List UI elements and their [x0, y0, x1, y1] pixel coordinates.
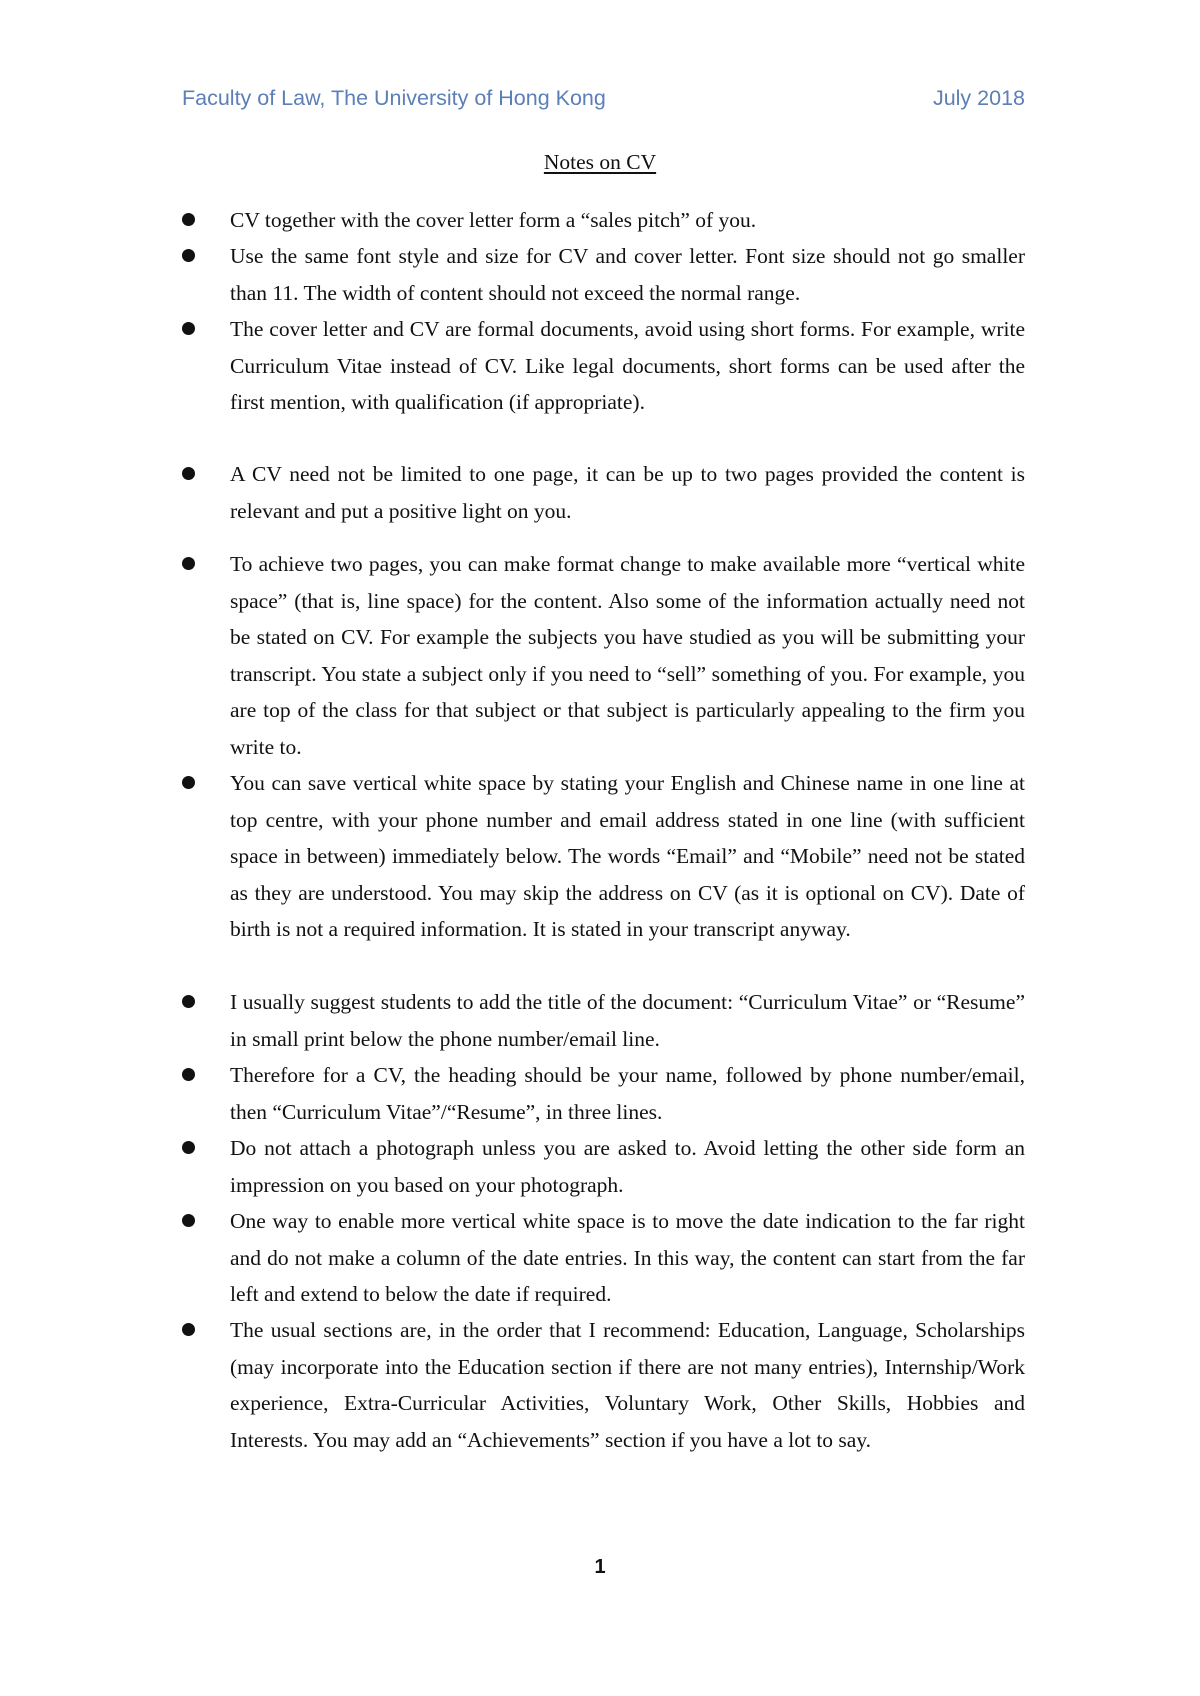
note-item — [230, 546, 1025, 765]
note-text: The cover letter and CV are formal documents, avoid using short forms. For example, write Curriculum Vitae instead of CV. Like legal documents, short forms can be used after the first mention, with qualification (if appropriate). — [230, 317, 1025, 414]
note-text: Therefore for a CV, the heading should be your name, followed by phone number/email, then “Curriculum Vitae”/“Resume”, in three lines. — [230, 1063, 1025, 1124]
header-date: July 2018 — [932, 86, 1025, 110]
page-number: 1 — [594, 1556, 606, 1578]
note-text: Use the same font style and size for CV and cover letter. Font size should not go smaller than 11. The width of content should not exceed the normal range. — [230, 244, 1025, 305]
bullet-icon — [182, 1323, 195, 1336]
note-text: I usually suggest students to add the title of the document: “Curriculum Vitae” or “Resume” in small print below the phone number/email line. — [230, 990, 1025, 1051]
bullet-icon — [182, 1068, 195, 1081]
note-text: Do not attach a photograph unless you are asked to. Avoid letting the other side form an impression on you based on your photograph. — [230, 1136, 1025, 1197]
bullet-icon — [182, 1141, 195, 1154]
bullet-icon — [182, 249, 195, 262]
note-item — [230, 1057, 1025, 1130]
bullet-icon — [182, 776, 195, 789]
document-title: Notes on CV — [543, 150, 657, 174]
bullet-icon — [182, 1214, 195, 1227]
bullet-icon — [182, 213, 195, 226]
note-item — [230, 1130, 1025, 1203]
note-text: A CV need not be limited to one page, it can be up to two pages provided the content is relevant and put a positive light on you. — [230, 462, 1025, 523]
bullet-icon — [182, 467, 195, 480]
note-text: CV together with the cover letter form a “sales pitch” of you. — [230, 208, 757, 232]
header-institution: Faculty of Law, The University of Hong Kong — [182, 86, 606, 110]
note-item — [230, 984, 1025, 1057]
note-item — [230, 456, 1025, 529]
bullet-icon — [182, 995, 195, 1008]
note-text: One way to enable more vertical white space is to move the date indication to the far right and do not make a column of the date entries. In this way, the content can start from the far left and extend to below the date if required. — [230, 1209, 1025, 1306]
note-text: The usual sections are, in the order that I recommend: Education, Language, Scholarships (may incorporate into the Education section if there are not many entries), Internship/Work experience, Extra-Curricular Activities, Voluntary Work, Other Skills, Hobbies and Interests. You may add an “Achievements” section if you have a lot to say. — [230, 1318, 1025, 1452]
note-item — [230, 1203, 1025, 1313]
note-item — [230, 202, 1025, 239]
note-item — [230, 1312, 1025, 1458]
note-text: To achieve two pages, you can make format change to make available more “vertical white space” (that is, line space) for the content. Also some of the information actually need not be stated on CV. For example the subjects you have studied as you will be submitting your transcript. You state a subject only if you need to “sell” something of you. For example, you are top of the class for that subject or that subject is particularly appealing to the firm you write to. — [230, 552, 1025, 759]
note-item — [230, 311, 1025, 421]
note-item — [230, 765, 1025, 948]
page-header — [182, 86, 1025, 120]
note-text: You can save vertical white space by stating your English and Chinese name in one line at top centre, with your phone number and email address stated in one line (with sufficient space in between) immediately below. The words “Email” and “Mobile” need not be stated as they are understood. You may skip the address on CV (as it is optional on CV). Date of birth is not a required information. It is stated in your transcript anyway. — [230, 771, 1025, 941]
note-item — [230, 238, 1025, 311]
bullet-icon — [182, 557, 195, 570]
bullet-icon — [182, 322, 195, 335]
